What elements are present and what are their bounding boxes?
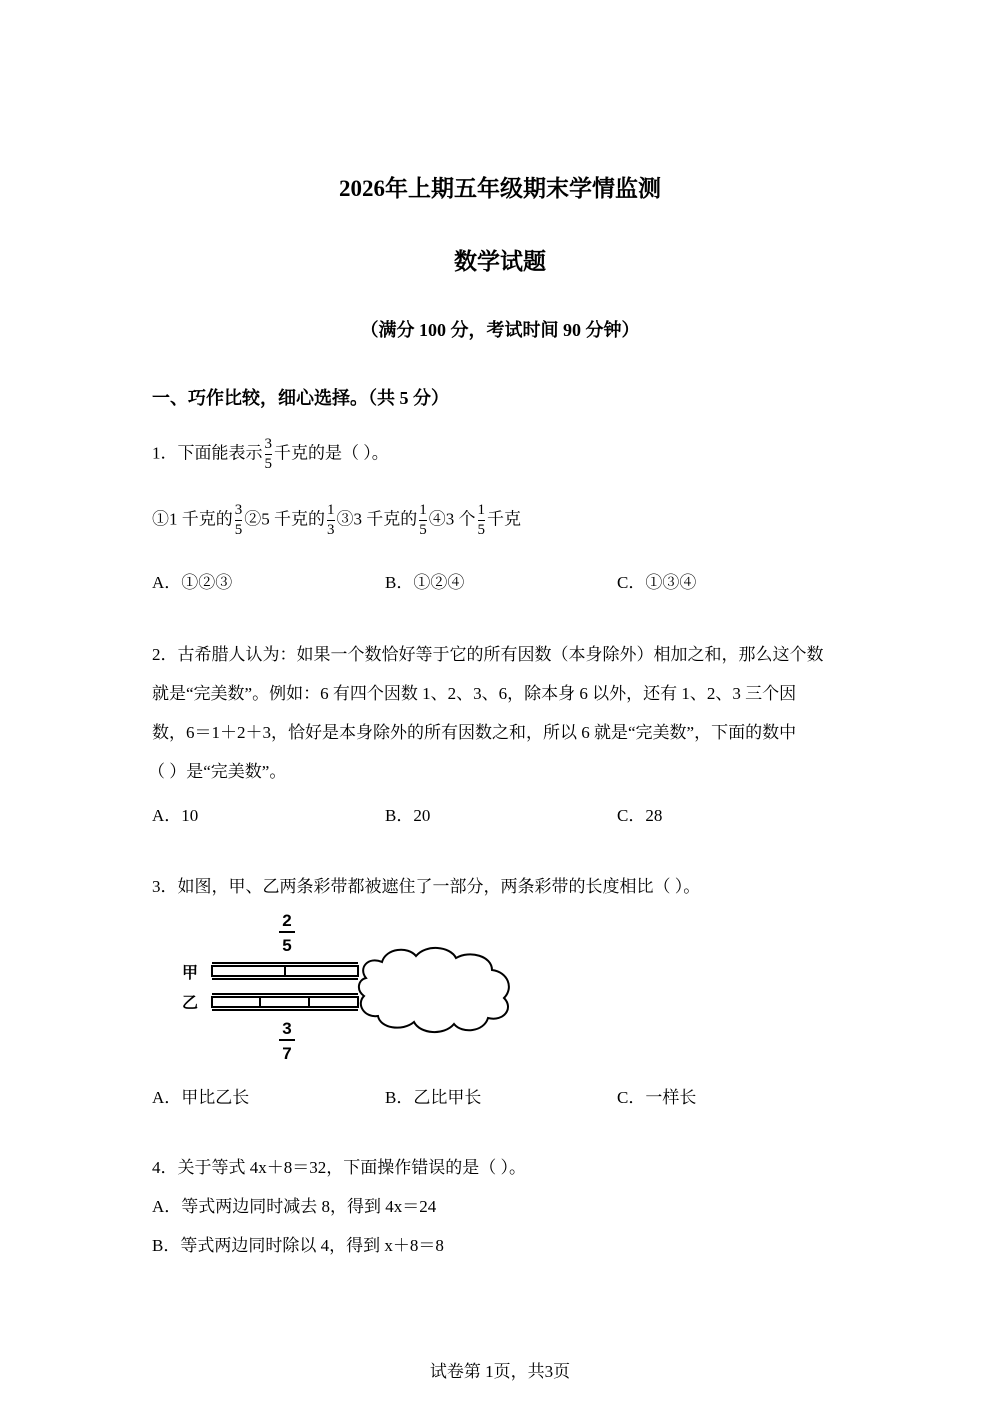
ribbon-jia xyxy=(212,963,358,979)
q1-item-1-label: ①1 千克的 xyxy=(152,509,233,529)
q1-option-a[interactable]: A．①②③ xyxy=(152,573,233,592)
ribbon-figure xyxy=(170,908,530,1068)
q2-option-b[interactable]: B．20 xyxy=(385,806,431,825)
q3-option-b[interactable]: B．乙比甲长 xyxy=(385,1088,482,1107)
q4-option-b[interactable]: B．等式两边同时除以 4，得到 x＋8＝8 xyxy=(152,1236,444,1255)
q1-item-4-fraction xyxy=(478,503,486,538)
q4-option-a[interactable]: A．等式两边同时减去 8，得到 4x＝24 xyxy=(152,1197,437,1216)
q1-option-b[interactable]: B．①②④ xyxy=(385,573,465,592)
question-1-stem xyxy=(152,437,389,472)
q3-option-c[interactable]: C．一样长 xyxy=(617,1088,697,1107)
q2-line-4: （ ）是“完美数”。 xyxy=(148,762,287,781)
q3-option-a[interactable]: A．甲比乙长 xyxy=(152,1088,250,1107)
q1-item-1-fraction xyxy=(235,503,243,538)
q1-item-2-label: ②5 千克的 xyxy=(244,509,325,529)
q4-stem: 4．关于等式 4x＋8＝32，下面操作错误的是（ ）。 xyxy=(152,1158,526,1177)
q1-item-3-label: ③3 千克的 xyxy=(336,509,418,529)
question-1-items xyxy=(152,503,521,538)
exam-note: （满分 100 分，考试时间 90 分钟） xyxy=(360,320,640,340)
q1-stem-before: 1．下面能表示 xyxy=(152,443,263,463)
q2-line-1: 2．古希腊人认为：如果一个数恰好等于它的所有因数（本身除外）相加之和，那么这个数 xyxy=(152,645,824,664)
fraction-numerator: 3 xyxy=(234,502,243,518)
fraction-denominator: 5 xyxy=(234,522,243,538)
page-footer: 试卷第 1页，共3页 xyxy=(429,1362,571,1381)
q3-stem: 3．如图，甲、乙两条彩带都被遮住了一部分，两条彩带的长度相比（ ）。 xyxy=(152,877,701,896)
fraction-numerator: 1 xyxy=(419,502,427,518)
fraction-denominator: 5 xyxy=(419,522,427,538)
fraction-numerator: 1 xyxy=(327,502,335,518)
fraction-numerator: 1 xyxy=(477,502,485,518)
fraction-numerator: 3 xyxy=(264,436,272,452)
q1-option-c[interactable]: C．①③④ xyxy=(617,573,697,592)
figure-top-numerator: 2 xyxy=(282,911,292,930)
ribbon-yi xyxy=(212,994,358,1010)
figure-bottom-denominator: 7 xyxy=(282,1044,292,1063)
figure-bottom-numerator: 3 xyxy=(282,1019,292,1038)
q1-items-tail: 千克 xyxy=(487,509,521,529)
cloud-cover xyxy=(359,948,509,1032)
q1-stem-fraction xyxy=(265,437,273,472)
q2-option-a[interactable]: A．10 xyxy=(152,806,199,825)
q1-item-3-fraction xyxy=(419,503,427,538)
exam-title: 2026年上期五年级期末学情监测 xyxy=(339,176,661,201)
section-heading: 一、巧作比较，细心选择。（共 5 分） xyxy=(152,388,449,408)
label-yi: 乙 xyxy=(181,993,199,1012)
q1-item-2-fraction xyxy=(327,503,335,538)
q2-option-c[interactable]: C．28 xyxy=(617,806,663,825)
q1-stem-after: 千克的是（ ）。 xyxy=(274,443,389,463)
fraction-denominator: 5 xyxy=(477,522,485,538)
fraction-denominator: 5 xyxy=(264,456,272,472)
q2-line-2: 就是“完美数”。例如：6 有四个因数 1、2、3、6，除本身 6 以外，还有 1、2、3 三个因 xyxy=(152,684,797,703)
figure-top-denominator: 5 xyxy=(282,936,292,955)
exam-subject: 数学试题 xyxy=(454,249,546,274)
label-jia: 甲 xyxy=(181,963,199,982)
q1-item-4-label: ④3 个 xyxy=(428,509,476,529)
q2-line-3: 数，6＝1＋2＋3，恰好是本身除外的所有因数之和，所以 6 就是“完美数”，下面的数中 xyxy=(152,723,797,742)
fraction-denominator: 3 xyxy=(327,522,335,538)
